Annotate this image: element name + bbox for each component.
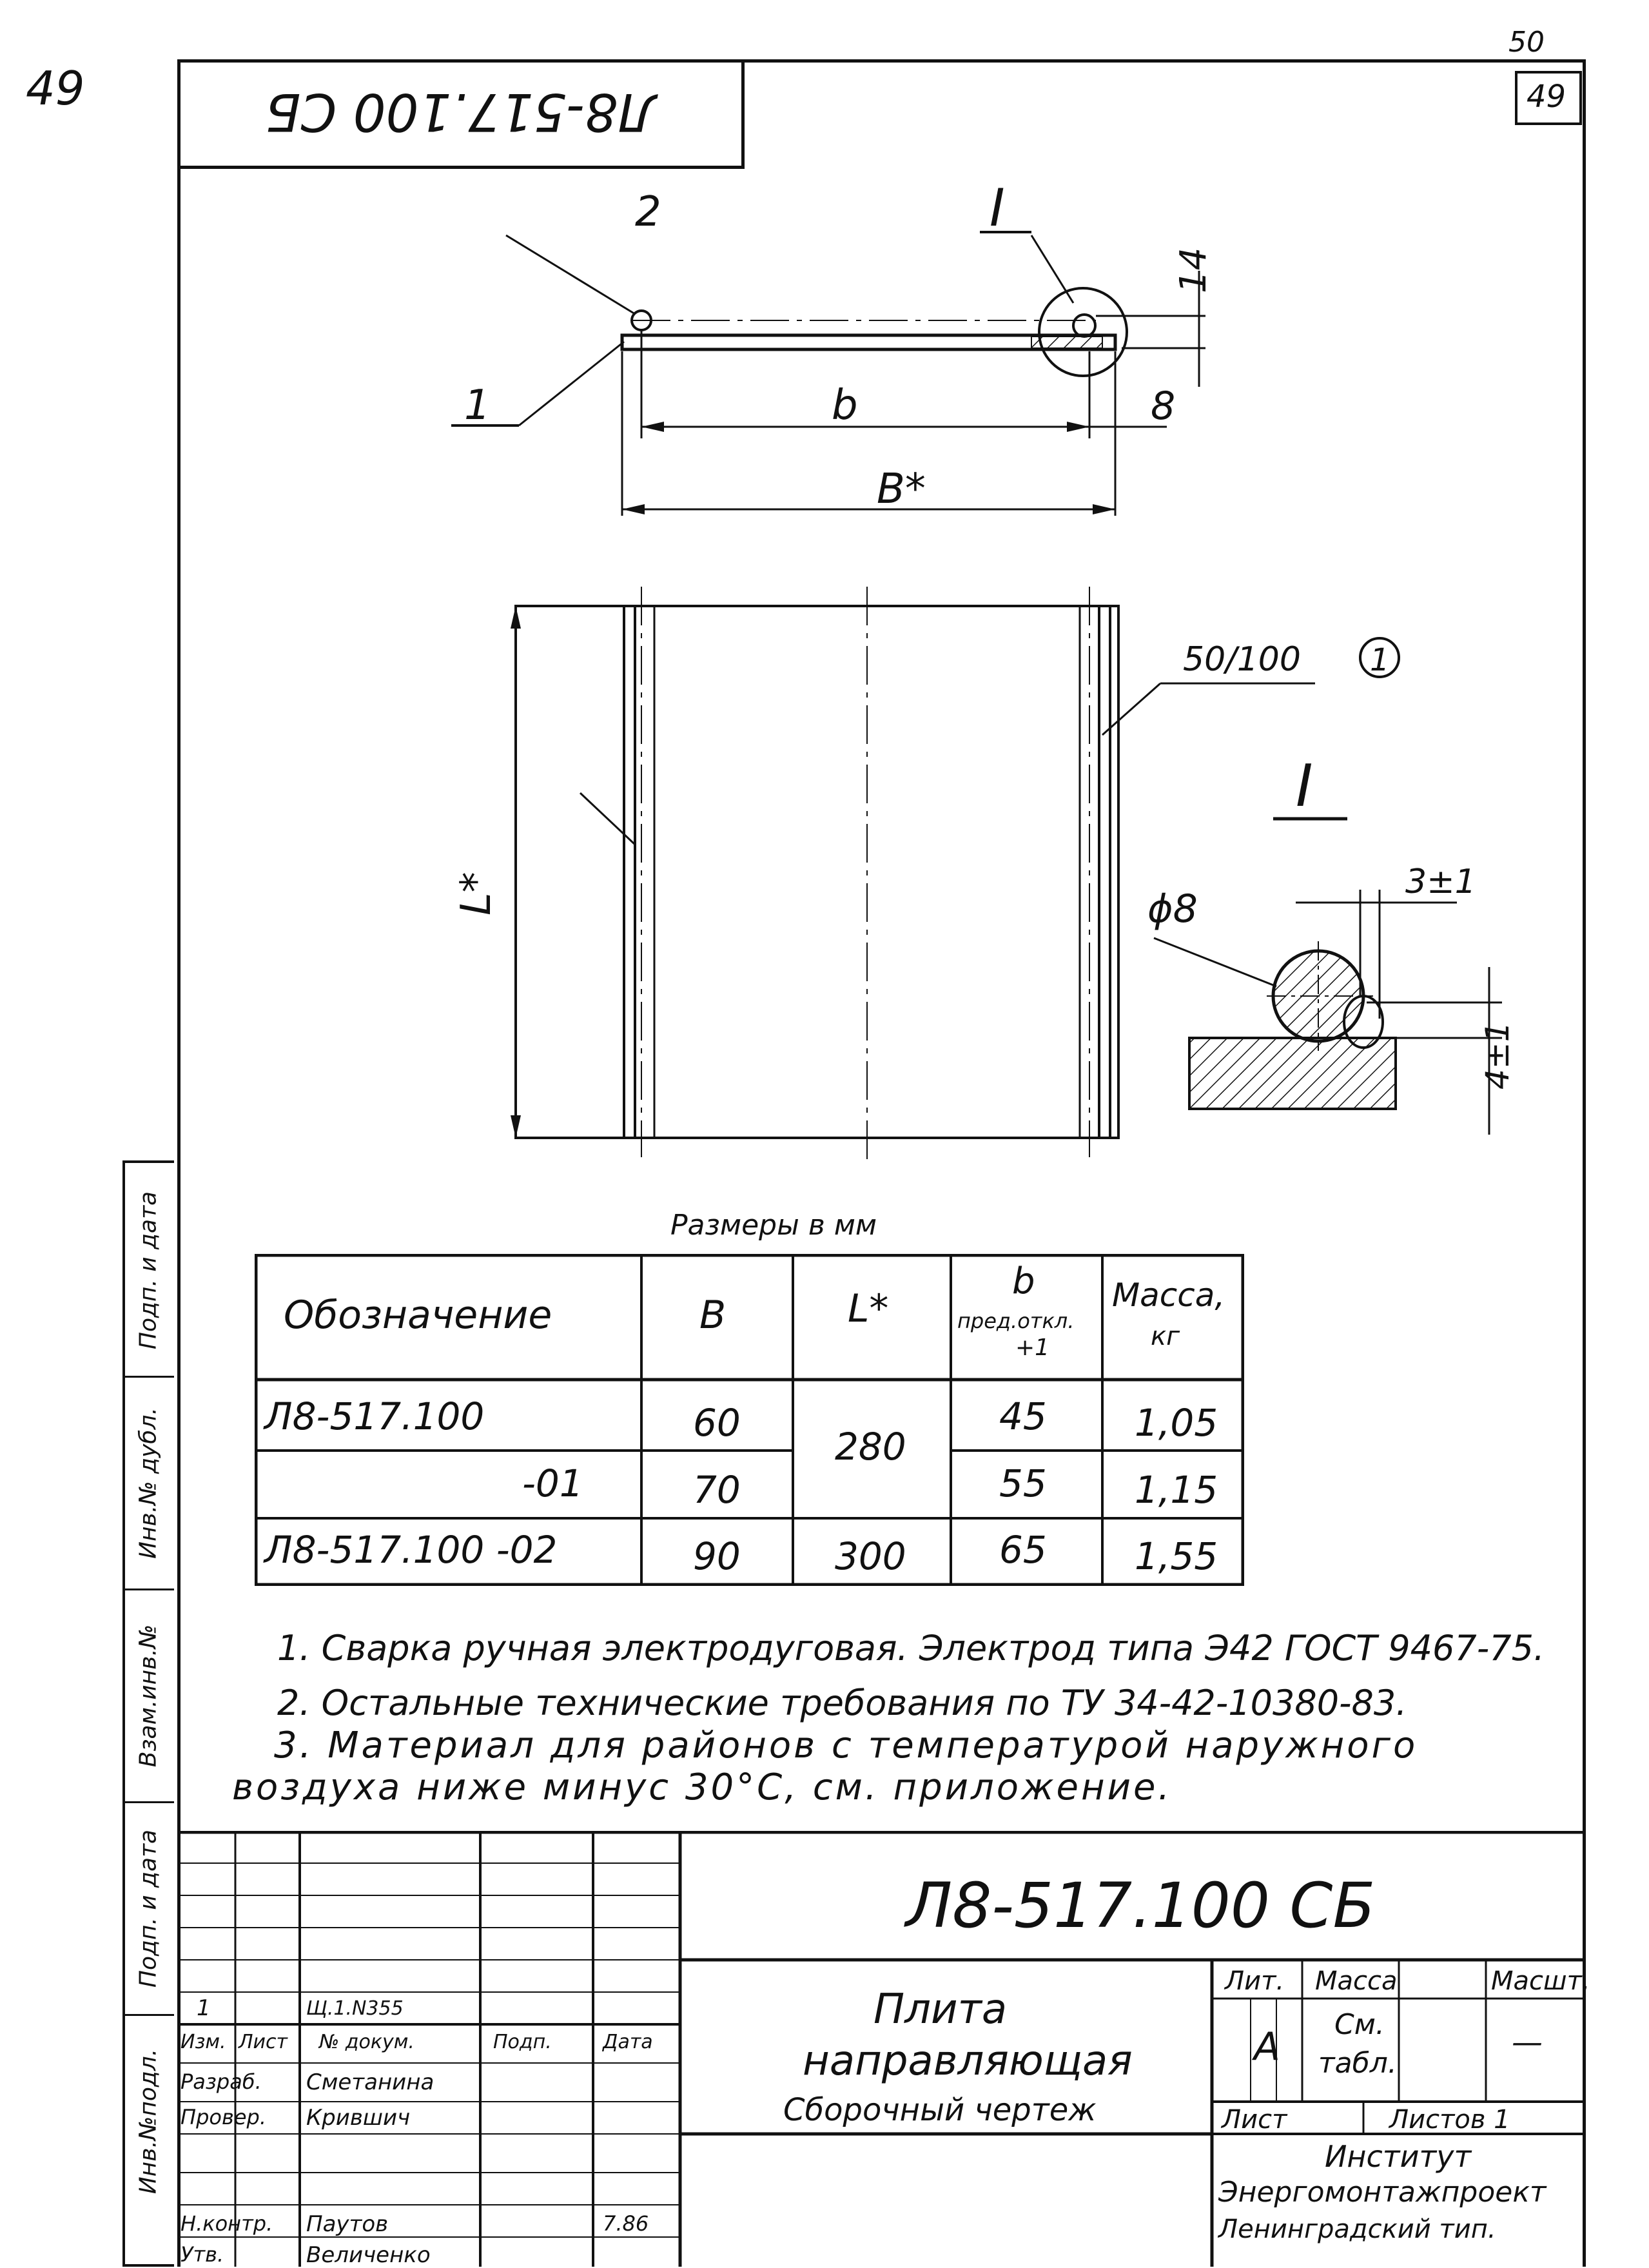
tb-h-list: Лист <box>239 2031 288 2053</box>
dim-b: b <box>832 382 858 429</box>
tb-mass-label: Масса <box>1315 1966 1398 1996</box>
note-2: 2. Остальные технические требования по ТУ 34-42-10380-83. <box>277 1683 1407 1723</box>
weld-circle-number: 1 <box>1370 642 1390 678</box>
side-label-4: Подп. и дата <box>135 1829 162 1988</box>
tb-role-3: Н.контр. <box>181 2211 273 2236</box>
tb-rev-doc: Щ.1.N355 <box>306 1997 404 2020</box>
th-b: b <box>1012 1260 1035 1302</box>
tb-org-2: Энергомонтажпроект <box>1218 2176 1547 2209</box>
tb-role-4: Утв. <box>181 2242 224 2267</box>
tb-role-1: Разраб. <box>181 2069 262 2094</box>
tb-sheet-label: Лист <box>1222 2105 1287 2135</box>
tb-name-2: направляющая <box>803 2037 1133 2085</box>
th-B: B <box>699 1293 727 1338</box>
tb-name-3: Сборочный чертеж <box>783 2092 1097 2128</box>
tb-name-1: Плита <box>873 1986 1008 2033</box>
row-3-designation: Л8-517.100 -02 <box>264 1528 558 1572</box>
tb-code: Л8-517.100 СБ <box>906 1870 1376 1942</box>
side-label-3: Взам.инв.№ <box>135 1624 162 1768</box>
th-mass: Масса, <box>1112 1276 1225 1314</box>
note-3-cont: воздуха ниже минус 30°С, см. приложение. <box>232 1766 1173 1808</box>
weld-symbol: 50/100 <box>1183 640 1301 679</box>
row-1-designation: Л8-517.100 <box>264 1394 485 1438</box>
detail-phi: ϕ8 <box>1147 886 1198 932</box>
tb-name-person-1: Сметанина <box>306 2069 434 2095</box>
side-label-5: Инв.№подл. <box>135 2048 162 2195</box>
th-designation: Обозначение <box>284 1293 552 1338</box>
row-1-b: 45 <box>999 1394 1047 1438</box>
row-1-mass: 1,05 <box>1135 1401 1218 1445</box>
th-b-sub2: +1 <box>1015 1334 1050 1361</box>
left-page-number: 49 <box>26 61 85 115</box>
detail-gap: 3±1 <box>1405 863 1476 901</box>
side-label-1: Подп. и дата <box>135 1191 162 1350</box>
table-caption: Размеры в мм <box>670 1209 877 1242</box>
title-block <box>177 1831 1590 2268</box>
tb-role-2: Провер. <box>181 2105 266 2129</box>
detail-title: I <box>1296 752 1313 820</box>
top-view <box>451 178 1215 516</box>
th-mass-unit: кг <box>1151 1322 1180 1351</box>
row-2-mass: 1,15 <box>1135 1468 1218 1512</box>
dim-Bstar: B* <box>877 465 926 513</box>
row-3-mass: 1,55 <box>1135 1534 1218 1578</box>
tb-rev-number: 1 <box>197 1995 211 2021</box>
dim-Lstar: L* <box>453 872 500 915</box>
row-2-b: 55 <box>999 1461 1047 1505</box>
tb-name-person-3: Паутов <box>306 2211 389 2237</box>
row-3-b: 65 <box>999 1528 1047 1572</box>
row-1-L: 280 <box>835 1425 906 1469</box>
row-2-B: 70 <box>693 1468 741 1512</box>
tb-date-person-3: 7.86 <box>603 2211 649 2236</box>
detail-height: 4±1 <box>1479 1021 1516 1090</box>
side-label-2: Инв.№ дубл. <box>135 1407 162 1559</box>
tb-org-1: Институт <box>1325 2139 1472 2174</box>
tb-mass-value-1: См. <box>1334 2008 1385 2041</box>
tb-h-sign: Подп. <box>493 2031 552 2053</box>
dimensions-table <box>255 1254 1244 1586</box>
th-b-sub1: пред.откл. <box>957 1309 1075 1333</box>
tb-sheets-label: Листов 1 <box>1389 2105 1510 2135</box>
tb-h-date: Дата <box>603 2031 653 2053</box>
tb-name-person-4: Величенко <box>306 2242 431 2268</box>
dim-8: 8 <box>1151 384 1176 429</box>
note-1: 1. Сварка ручная электродуговая. Электрод типа Э42 ГОСТ 9467-75. <box>277 1628 1545 1668</box>
callout-2: 2 <box>635 188 661 236</box>
row-3-L: 300 <box>835 1534 906 1578</box>
tb-lit-label: Лит. <box>1225 1966 1285 1996</box>
top-right-number: 50 <box>1508 26 1545 59</box>
tb-lit-value: А <box>1254 2024 1281 2069</box>
tb-scale-value: — <box>1512 2024 1543 2060</box>
th-L: L* <box>848 1286 889 1331</box>
detail-view <box>1147 752 1516 1135</box>
top-stamp-code: Л8-517.100 СБ <box>265 82 657 142</box>
tb-scale-label: Масшт. <box>1491 1966 1590 1996</box>
tb-org-3: Ленинградский тип. <box>1218 2214 1496 2244</box>
dim-14: 14 <box>1173 247 1215 293</box>
row-1-B: 60 <box>693 1401 741 1445</box>
detail-callout: I <box>990 178 1005 238</box>
tb-h-doc: № докум. <box>319 2031 415 2053</box>
callout-1: 1 <box>464 382 491 429</box>
tb-name-person-2: Крившич <box>306 2105 411 2131</box>
row-3-B: 90 <box>693 1534 741 1578</box>
row-2-designation: -01 <box>522 1461 583 1505</box>
tb-mass-value-2: табл. <box>1318 2047 1397 2080</box>
note-3: 3. Материал для районов с температурой наружного <box>274 1725 1418 1766</box>
page-number-box-text: 49 <box>1527 79 1566 115</box>
tb-h-izm: Изм. <box>181 2031 226 2053</box>
